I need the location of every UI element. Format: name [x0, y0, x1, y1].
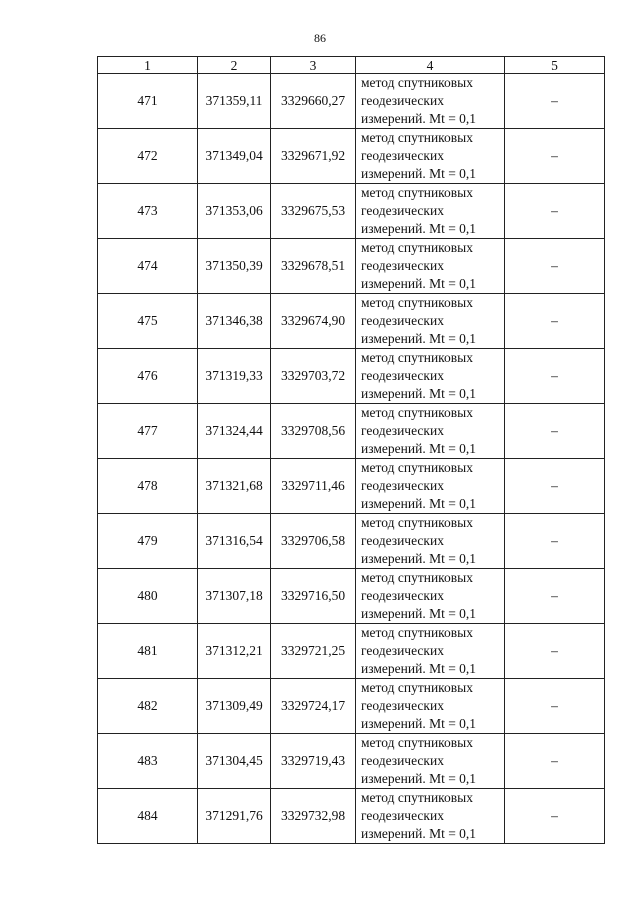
- method-line: метод спутниковых: [361, 625, 473, 640]
- coordinates-table: [97, 56, 605, 844]
- note-cell: –: [505, 624, 605, 679]
- point-number-cell: 483: [98, 734, 198, 789]
- note-cell: –: [505, 184, 605, 239]
- table-row: [98, 239, 605, 294]
- note-cell: –: [505, 294, 605, 349]
- method-line: геодезических: [361, 478, 444, 493]
- point-number-cell: 474: [98, 239, 198, 294]
- y-coordinate-cell: 3329721,25: [271, 624, 356, 679]
- x-coordinate-cell: 371353,06: [198, 184, 271, 239]
- y-coordinate-cell: 3329732,98: [271, 789, 356, 844]
- note-cell: –: [505, 789, 605, 844]
- method-line: геодезических: [361, 643, 444, 658]
- table-row: [98, 514, 605, 569]
- method-line: измерений. Mt = 0,1: [361, 661, 477, 676]
- note-cell: –: [505, 404, 605, 459]
- method-cell: [356, 239, 505, 294]
- x-coordinate-cell: 371291,76: [198, 789, 271, 844]
- method-line: измерений. Mt = 0,1: [361, 496, 477, 511]
- table-row: [98, 129, 605, 184]
- point-number-cell: 478: [98, 459, 198, 514]
- x-coordinate-cell: 371307,18: [198, 569, 271, 624]
- x-coordinate-cell: 371359,11: [198, 74, 271, 129]
- table-row: [98, 459, 605, 514]
- x-coordinate-cell: 371324,44: [198, 404, 271, 459]
- method-cell: [356, 404, 505, 459]
- method-line: метод спутниковых: [361, 680, 473, 695]
- method-line: геодезических: [361, 93, 444, 108]
- x-coordinate-cell: 371316,54: [198, 514, 271, 569]
- method-cell: [356, 294, 505, 349]
- method-line: геодезических: [361, 203, 444, 218]
- method-cell: [356, 569, 505, 624]
- x-coordinate-cell: 371304,45: [198, 734, 271, 789]
- table-row: [98, 294, 605, 349]
- method-line: метод спутниковых: [361, 405, 473, 420]
- method-line: геодезических: [361, 698, 444, 713]
- x-coordinate-cell: 371312,21: [198, 624, 271, 679]
- note-cell: –: [505, 239, 605, 294]
- header-col-2: 2: [198, 57, 271, 74]
- table-row: [98, 404, 605, 459]
- x-coordinate-cell: 371319,33: [198, 349, 271, 404]
- table-row: [98, 734, 605, 789]
- method-line: метод спутниковых: [361, 350, 473, 365]
- method-line: измерений. Mt = 0,1: [361, 551, 477, 566]
- note-cell: –: [505, 129, 605, 184]
- method-line: измерений. Mt = 0,1: [361, 716, 477, 731]
- note-cell: –: [505, 679, 605, 734]
- table-row: [98, 74, 605, 129]
- method-line: измерений. Mt = 0,1: [361, 606, 477, 621]
- y-coordinate-cell: 3329671,92: [271, 129, 356, 184]
- note-cell: –: [505, 569, 605, 624]
- method-line: геодезических: [361, 148, 444, 163]
- method-line: геодезических: [361, 588, 444, 603]
- point-number-cell: 472: [98, 129, 198, 184]
- y-coordinate-cell: 3329678,51: [271, 239, 356, 294]
- method-line: измерений. Mt = 0,1: [361, 276, 477, 291]
- x-coordinate-cell: 371309,49: [198, 679, 271, 734]
- method-line: метод спутниковых: [361, 295, 473, 310]
- method-line: измерений. Mt = 0,1: [361, 441, 477, 456]
- y-coordinate-cell: 3329711,46: [271, 459, 356, 514]
- point-number-cell: 479: [98, 514, 198, 569]
- method-line: геодезических: [361, 313, 444, 328]
- header-col-4: 4: [356, 57, 505, 74]
- method-cell: [356, 129, 505, 184]
- method-cell: [356, 349, 505, 404]
- y-coordinate-cell: 3329660,27: [271, 74, 356, 129]
- y-coordinate-cell: 3329706,58: [271, 514, 356, 569]
- method-line: геодезических: [361, 753, 444, 768]
- y-coordinate-cell: 3329719,43: [271, 734, 356, 789]
- table-header-row: [98, 57, 605, 74]
- method-line: измерений. Mt = 0,1: [361, 826, 477, 841]
- method-line: измерений. Mt = 0,1: [361, 771, 477, 786]
- method-line: геодезических: [361, 808, 444, 823]
- method-line: измерений. Mt = 0,1: [361, 166, 477, 181]
- method-line: геодезических: [361, 533, 444, 548]
- point-number-cell: 482: [98, 679, 198, 734]
- y-coordinate-cell: 3329703,72: [271, 349, 356, 404]
- method-line: измерений. Mt = 0,1: [361, 386, 477, 401]
- point-number-cell: 484: [98, 789, 198, 844]
- method-line: метод спутниковых: [361, 240, 473, 255]
- method-cell: [356, 184, 505, 239]
- point-number-cell: 475: [98, 294, 198, 349]
- method-cell: [356, 514, 505, 569]
- method-line: метод спутниковых: [361, 130, 473, 145]
- method-cell: [356, 734, 505, 789]
- note-cell: –: [505, 514, 605, 569]
- y-coordinate-cell: 3329716,50: [271, 569, 356, 624]
- method-cell: [356, 459, 505, 514]
- table-body: [98, 74, 605, 844]
- method-line: метод спутниковых: [361, 515, 473, 530]
- header-col-3: 3: [271, 57, 356, 74]
- table-row: [98, 349, 605, 404]
- table-row: [98, 184, 605, 239]
- method-line: метод спутниковых: [361, 185, 473, 200]
- note-cell: –: [505, 734, 605, 789]
- point-number-cell: 476: [98, 349, 198, 404]
- x-coordinate-cell: 371321,68: [198, 459, 271, 514]
- point-number-cell: 481: [98, 624, 198, 679]
- table-row: [98, 569, 605, 624]
- y-coordinate-cell: 3329675,53: [271, 184, 356, 239]
- method-line: метод спутниковых: [361, 460, 473, 475]
- table-row: [98, 679, 605, 734]
- method-line: измерений. Mt = 0,1: [361, 221, 477, 236]
- method-line: метод спутниковых: [361, 790, 473, 805]
- point-number-cell: 471: [98, 74, 198, 129]
- method-line: геодезических: [361, 368, 444, 383]
- method-line: метод спутниковых: [361, 75, 473, 90]
- method-cell: [356, 624, 505, 679]
- page-number: 86: [314, 31, 326, 45]
- method-line: метод спутниковых: [361, 735, 473, 750]
- method-cell: [356, 789, 505, 844]
- y-coordinate-cell: 3329674,90: [271, 294, 356, 349]
- table-row: [98, 789, 605, 844]
- method-line: измерений. Mt = 0,1: [361, 111, 477, 126]
- method-line: измерений. Mt = 0,1: [361, 331, 477, 346]
- y-coordinate-cell: 3329708,56: [271, 404, 356, 459]
- method-line: геодезических: [361, 258, 444, 273]
- x-coordinate-cell: 371350,39: [198, 239, 271, 294]
- y-coordinate-cell: 3329724,17: [271, 679, 356, 734]
- table-row: [98, 624, 605, 679]
- x-coordinate-cell: 371349,04: [198, 129, 271, 184]
- method-line: геодезических: [361, 423, 444, 438]
- method-cell: [356, 679, 505, 734]
- method-cell: [356, 74, 505, 129]
- note-cell: –: [505, 74, 605, 129]
- x-coordinate-cell: 371346,38: [198, 294, 271, 349]
- point-number-cell: 480: [98, 569, 198, 624]
- note-cell: –: [505, 349, 605, 404]
- header-col-5: 5: [505, 57, 605, 74]
- note-cell: –: [505, 459, 605, 514]
- point-number-cell: 473: [98, 184, 198, 239]
- header-col-1: 1: [98, 57, 198, 74]
- point-number-cell: 477: [98, 404, 198, 459]
- method-line: метод спутниковых: [361, 570, 473, 585]
